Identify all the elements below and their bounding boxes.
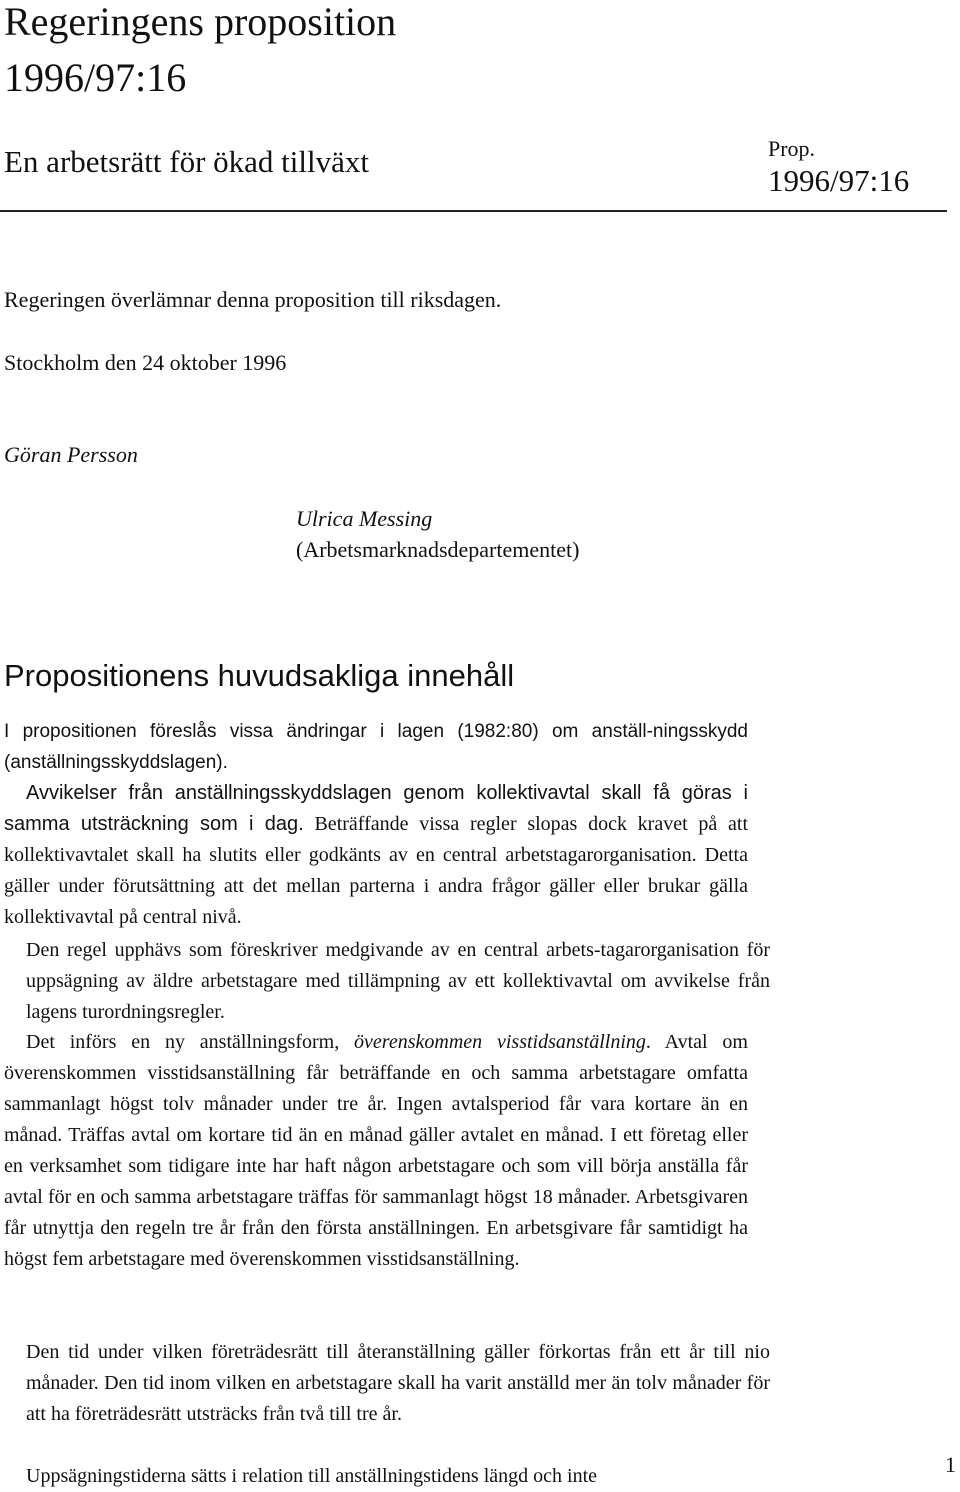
paragraph-3: Den regel upphävs som föreskriver medgivande av en central arbets-tagarorganisation för uppsägning av äldre arbetstagare med tillämpning av ett kollektivavtal om avvikelse från lagens turordningsregler.: [26, 939, 770, 1023]
paragraph-4: [4, 1027, 748, 1275]
document-subtitle: En arbetsrätt för ökad tillväxt: [4, 144, 369, 179]
prop-label: Prop.: [768, 136, 816, 161]
place-date: Stockholm den 24 oktober 1996: [4, 350, 287, 375]
paragraph-2: [4, 778, 748, 933]
paragraph-1: I propositionen föreslås vissa ändringar i lagen (1982:80) om anställ-ningsskydd (anställningsskyddslagen).: [4, 721, 748, 773]
department-name: (Arbetsmarknadsdepartementet): [296, 537, 580, 562]
prime-minister-name: Göran Persson: [4, 442, 138, 467]
paragraph-4-rest: . Avtal om överenskommen visstidsanställning får beträffande en och samma arbetstagare omfatta sammanlagt högst tolv månader under tre år. Ingen avtalsperiod får vara kortare än en månad. Träffas avtal om kortare tid än en månad gäller avtalet en månad. I ett företag eller en verksamhet som tidigare inte har haft någon arbetstagare och som vill börja anställa får avtal för en och samma arbetstagare träffas för sammanlagt högst 18 månader. Arbetsgivaren får utnyttja den regeln tre år från den första anställningen. En arbetsgivare får samtidigt ha högst fem arbetstagare med överenskommen visstidsanställning.: [4, 1031, 748, 1270]
paragraph-4-emphasis: överenskommen visstidsanställning: [354, 1031, 646, 1053]
paragraph-2-sans: Avvikelser från anställningsskyddslagen genom kollektivavtal skall få göras i samma utsträckning som i dag.: [4, 782, 748, 835]
header-divider: [0, 210, 947, 212]
document-title-line2: 1996/97:16: [4, 55, 187, 100]
paragraph-4-start: Det införs en ny anställningsform,: [26, 1031, 355, 1053]
prop-number: 1996/97:16: [768, 163, 910, 198]
document-title-line1: Regeringens proposition: [4, 0, 397, 44]
lead-sentence: Regeringen överlämnar denna proposition till riksdagen.: [4, 287, 502, 312]
section-heading: Propositionens huvudsakliga innehåll: [4, 658, 515, 693]
paragraph-6: Uppsägningstiderna sätts i relation till anställningstidens längd och inte: [26, 1465, 598, 1487]
page-number: 1: [945, 1452, 956, 1477]
paragraph-2-serif: Beträffande vissa regler slopas dock kravet på att kollektivavtalet skall ha slutits eller godkänts av en central arbetstagarorganisation. Detta gäller under förutsättning att det mellan parterna i andra frågor gäller eller brukar gälla kollektivavtal på central nivå.: [4, 813, 748, 928]
paragraph-5: Den tid under vilken företrädesrätt till återanställning gäller förkortas från ett år till nio månader. Den tid inom vilken en arbetstagare skall ha varit anställd mer än tolv månader för att ha företrädesrätt utsträcks från två till tre år.: [26, 1341, 770, 1425]
minister-name: Ulrica Messing: [296, 506, 433, 531]
